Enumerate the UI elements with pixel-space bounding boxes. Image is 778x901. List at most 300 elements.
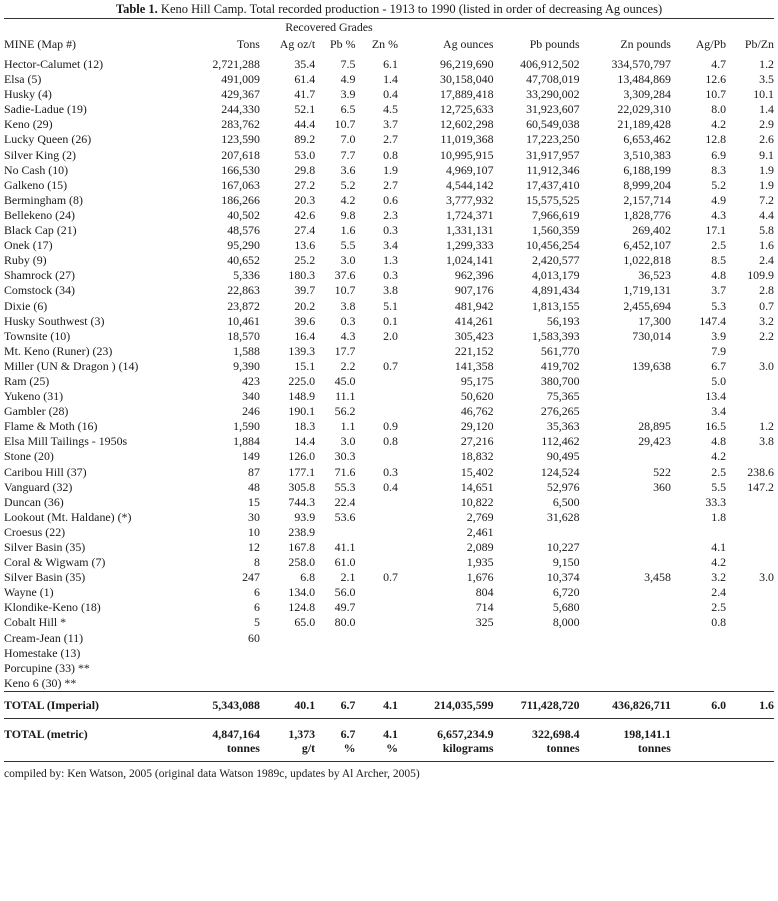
cell-zn-grade: 2.7 [383,132,398,147]
cell-ag-pb: 4.1 [711,540,727,554]
cell-tons: 207,618 [221,147,260,162]
cell-zn-grade: 0.1 [383,313,398,328]
table-row [4,615,774,630]
cell-tons: 48 [248,479,260,494]
cell-zn-pounds [580,615,671,630]
cell-ag-pb: 4.2 [711,555,727,570]
cell-pb-grade: 71.6 [334,464,356,479]
cell-zn-grade: 0.6 [383,192,398,207]
cell-pb-zn [726,374,774,389]
table-row [4,510,774,525]
total-metric-row [4,718,774,755]
cell-ag-grade: 167.8 [288,540,316,554]
cell-ag-pb: 2.5 [711,600,727,615]
cell-ag-pb: 17.1 [705,223,727,238]
table-row [4,178,774,193]
cell-zn-pounds [580,525,671,540]
cell-ag-grade [260,631,315,646]
cell-pb-pounds: 35,363 [546,419,580,434]
cell-ag-ounces: 3,777,932 [446,192,494,207]
cell-zn-grade: 0.7 [383,570,398,585]
cell-zn-grade [355,646,398,661]
cell-ag-ounces: 1,331,131 [446,223,494,238]
table-title [4,0,774,19]
cell-pb-zn [726,646,774,661]
cell-tons: 186,266 [221,192,260,207]
cell-zn-pounds: 6,653,462 [623,132,671,147]
cell-zn-grade: 2.0 [383,328,398,343]
total-metric-pb: 322,698.4 [532,726,580,741]
cell-ag-pb: 8.5 [711,253,727,268]
cell-pb-pounds: 31,628 [546,509,580,524]
cell-pb-zn: 2.9 [759,117,774,132]
cell-ag-grade: 16.4 [294,328,316,343]
cell-ag-grade: 53.0 [294,147,316,162]
column-header-row [4,35,774,57]
cell-pb-grade [315,525,355,540]
cell-pb-pounds: 10,374 [546,570,580,585]
cell-ag-ounces: 2,089 [466,540,494,554]
cell-zn-grade [355,525,398,540]
cell-zn-pounds [580,585,671,600]
cell-ag-pb: 3.4 [711,404,727,419]
cell-zn-grade: 6.1 [383,57,398,71]
cell-zn-grade: 1.4 [383,72,398,87]
col-mine: MINE (Map #) [4,37,76,51]
cell-pb-zn [726,449,774,464]
cell-pb-grade: 56.2 [334,404,356,419]
cell-pb-zn [726,600,774,615]
cell-ag-pb: 0.8 [711,615,727,630]
cell-pb-zn [726,510,774,525]
cell-ag-grade: 41.7 [294,87,316,102]
cell-pb-pounds: 31,923,607 [526,102,580,117]
cell-pb-grade: 37.6 [334,268,356,283]
table-row [4,661,774,676]
cell-tons: 87 [248,464,260,479]
cell-ag-grade: 148.9 [288,389,316,404]
cell-tons: 2,721,288 [212,57,260,71]
cell-tons: 60 [248,630,260,645]
cell-ag-grade: 93.9 [294,509,316,524]
cell-ag-pb: 4.9 [711,192,727,207]
cell-zn-grade: 2.7 [383,177,398,192]
cell-pb-grade: 3.6 [340,162,356,177]
cell-pb-grade: 45.0 [334,373,356,388]
cell-ag-pb: 4.2 [711,117,727,132]
table-row [4,465,774,480]
cell-pb-pounds: 6,720 [552,585,580,600]
cell-mine: Bellekeno (24) [4,207,75,222]
cell-tons: 123,590 [221,132,260,147]
cell-mine: Black Cap (21) [4,223,77,238]
cell-zn-pounds: 730,014 [632,328,671,343]
cell-zn-pounds: 3,309,284 [623,87,671,102]
cell-mine: Gambler (28) [4,404,69,419]
table-row [4,132,774,147]
cell-tons: 40,502 [227,207,260,222]
cell-ag-grade: 39.7 [294,283,316,298]
total-metric-zn-grade-unit: % [386,740,398,755]
table-row [4,374,774,389]
cell-mine: Townsite (10) [4,328,71,343]
cell-zn-grade [355,449,398,464]
col-ag-pb: Ag/Pb [695,37,727,51]
cell-pb-pounds: 10,227 [546,540,580,554]
cell-tons: 10,461 [227,313,260,328]
table-row [4,570,774,585]
cell-tons: 8 [253,555,260,570]
total-metric-ag: 6,657,234.9 [437,726,494,741]
cell-mine: Onek (17) [4,238,53,253]
cell-pb-zn [726,389,774,404]
table-row [4,434,774,449]
cell-zn-pounds [580,540,671,555]
cell-pb-grade: 4.2 [340,192,356,207]
cell-pb-pounds: 17,437,410 [526,177,580,192]
cell-zn-pounds: 522 [653,464,671,479]
cell-ag-ounces [398,676,494,692]
table-row [4,495,774,510]
cell-ag-grade [260,676,315,692]
cell-mine: Lucky Queen (26) [4,132,92,147]
cell-pb-pounds: 60,549,038 [526,117,580,132]
cell-ag-grade: 44.4 [294,117,316,132]
table-row [4,344,774,359]
cell-pb-zn [726,404,774,419]
total-metric-zn: 198,141.1 [623,726,671,741]
cell-mine: Cobalt Hill * [4,615,67,630]
total-imperial-ag-ounces: 214,035,599 [398,691,494,718]
cell-mine: Caribou Hill (37) [4,464,87,479]
recovered-grades-header: Recovered Grades [285,20,373,34]
cell-zn-pounds: 13,484,869 [617,72,671,87]
cell-pb-pounds: 6,500 [552,494,580,509]
total-imperial-pb-grade: 6.7 [315,691,355,718]
cell-zn-pounds: 1,719,131 [623,283,671,298]
table-row [4,329,774,344]
cell-pb-pounds: 75,365 [546,389,580,404]
total-imperial-pb-pounds: 711,428,720 [494,691,580,718]
cell-mine: Keno (29) [4,117,53,132]
production-table [4,19,774,755]
cell-ag-pb: 12.6 [705,72,727,87]
cell-zn-grade: 0.4 [383,479,398,494]
cell-tons: 6 [253,585,260,600]
cell-ag-pb [671,676,726,692]
cell-ag-ounces: 414,261 [454,313,494,328]
cell-zn-grade [355,676,398,692]
cell-ag-pb: 3.9 [711,328,727,343]
table-row [4,299,774,314]
cell-ag-pb: 13.4 [705,389,727,404]
cell-zn-grade: 0.4 [383,87,398,102]
cell-zn-pounds [580,676,671,692]
cell-ag-ounces: 481,942 [454,298,494,313]
cell-ag-ounces: 714 [475,600,494,615]
cell-mine: Stone (20) [4,449,54,464]
cell-zn-grade: 3.7 [383,117,398,132]
cell-pb-zn: 2.4 [759,253,774,268]
cell-zn-pounds: 2,455,694 [623,298,671,313]
cell-pb-grade: 61.0 [334,555,356,570]
group-header-row [4,19,774,35]
cell-zn-pounds [580,374,671,389]
cell-mine: Cream-Jean (11) [4,630,84,645]
cell-ag-pb: 33.3 [705,494,727,509]
cell-pb-grade: 4.9 [340,72,356,87]
table-row [4,163,774,178]
cell-ag-ounces: 17,889,418 [440,87,494,102]
cell-ag-grade: 180.3 [288,268,316,283]
cell-pb-zn: 0.7 [759,298,774,313]
total-metric-zn-grade: 4.1 [383,726,398,741]
cell-ag-ounces: 1,724,371 [446,207,494,222]
cell-tons [182,676,260,692]
cell-zn-grade: 4.5 [383,102,398,117]
cell-mine: Yukeno (31) [4,389,64,404]
cell-zn-grade: 5.1 [383,298,398,313]
cell-pb-zn: 1.6 [759,238,774,253]
cell-pb-grade: 9.8 [340,207,356,222]
table-row [4,676,774,692]
cell-pb-pounds: 561,770 [540,343,580,358]
table-row [4,223,774,238]
cell-pb-grade: 11.1 [335,389,356,404]
cell-zn-grade [355,495,398,510]
cell-pb-grade: 41.1 [334,540,356,554]
table-row [4,117,774,132]
cell-pb-pounds [494,661,580,676]
cell-ag-pb: 5.0 [711,373,727,388]
cell-pb-grade [315,646,355,661]
cell-ag-ounces: 46,762 [460,404,494,419]
cell-zn-grade: 0.8 [383,147,398,162]
cell-pb-grade: 7.7 [340,147,356,162]
cell-tons: 1,590 [233,419,260,434]
total-imperial-pb-zn: 1.6 [726,691,774,718]
cell-ag-ounces: 2,461 [466,524,494,539]
cell-ag-ounces [398,631,494,646]
cell-tons: 5,336 [233,268,260,283]
cell-tons: 23,872 [227,298,260,313]
cell-zn-grade: 0.9 [383,419,398,434]
table-row [4,585,774,600]
cell-ag-pb: 5.3 [711,298,727,313]
cell-tons: 246 [242,404,260,419]
cell-pb-pounds: 10,456,254 [526,238,580,253]
cell-pb-pounds: 5,680 [552,600,580,615]
cell-tons: 22,863 [227,283,260,298]
cell-tons: 10 [248,524,260,539]
cell-pb-zn [726,615,774,630]
cell-ag-grade: 52.1 [294,102,316,117]
cell-ag-pb: 4.8 [711,268,727,283]
cell-ag-ounces: 2,769 [466,509,494,524]
table-row [4,419,774,434]
cell-ag-pb: 8.0 [711,102,727,117]
cell-ag-pb: 5.2 [711,177,727,192]
total-metric-pb-grade: 6.7 [340,726,356,741]
cell-zn-pounds: 17,300 [638,313,671,328]
cell-mine: Silver Basin (35) [4,570,86,585]
cell-ag-ounces: 10,822 [460,494,494,509]
cell-ag-ounces: 14,651 [460,479,494,494]
cell-tons: 9,390 [233,358,260,373]
total-metric-label: TOTAL (metric) [4,718,182,755]
table-row [4,102,774,117]
cell-tons: 48,576 [227,223,260,238]
cell-ag-pb: 3.7 [711,283,727,298]
cell-pb-pounds: 9,150 [552,555,580,570]
cell-ag-grade: 39.6 [294,313,316,328]
cell-pb-pounds: 31,917,957 [526,147,580,162]
cell-pb-pounds: 90,495 [546,449,580,464]
cell-mine: Galkeno (15) [4,177,68,192]
col-pb-zn: Pb/Zn [744,37,774,51]
cell-ag-grade: 744.3 [288,494,316,509]
cell-ag-grade: 124.8 [288,600,316,615]
cell-mine: Ram (25) [4,373,50,388]
cell-pb-grade: 2.2 [340,358,356,373]
cell-ag-grade: 42.6 [294,207,316,222]
cell-zn-grade [355,540,398,555]
cell-mine: Bermingham (8) [4,192,83,207]
table-row [4,208,774,223]
cell-pb-pounds: 380,700 [540,373,580,388]
cell-zn-pounds: 6,452,107 [623,238,671,253]
table-row [4,449,774,464]
cell-mine: Ruby (9) [4,253,47,268]
table-row [4,359,774,374]
cell-mine: Porcupine (33) ** [4,660,90,675]
cell-mine: Husky (4) [4,87,52,102]
cell-tons: 149 [242,449,260,464]
cell-tons: 244,330 [221,102,260,117]
cell-zn-pounds [580,449,671,464]
cell-ag-ounces: 15,402 [460,464,494,479]
cell-mine: Elsa Mill Tailings - 1950s [4,434,128,449]
cell-ag-grade: 61.4 [294,72,316,87]
cell-tons: 30 [248,509,260,524]
cell-ag-ounces: 4,544,142 [446,177,494,192]
cell-pb-grade: 49.7 [334,600,356,615]
cell-pb-grade: 80.0 [334,615,356,630]
cell-pb-zn: 3.5 [759,72,774,87]
cell-ag-pb: 4.2 [711,449,727,464]
cell-zn-grade: 0.3 [383,268,398,283]
cell-ag-pb [671,646,726,661]
cell-pb-zn [726,555,774,570]
cell-ag-grade: 13.6 [294,238,316,253]
cell-zn-pounds [580,600,671,615]
cell-pb-grade: 4.3 [340,328,356,343]
cell-zn-pounds: 1,828,776 [623,207,671,222]
cell-zn-pounds [580,646,671,661]
cell-ag-pb: 12.8 [705,132,727,147]
cell-pb-grade: 3.0 [340,253,356,268]
cell-ag-grade: 177.1 [288,464,316,479]
cell-mine: Miller (UN & Dragon ) (14) [4,358,139,373]
cell-zn-grade: 3.4 [383,238,398,253]
col-pb-grade: Pb % [330,37,356,51]
table-row [4,646,774,661]
cell-pb-zn [726,525,774,540]
cell-pb-pounds: 4,013,179 [532,268,580,283]
total-imperial-label: TOTAL (Imperial) [4,691,182,718]
cell-pb-pounds: 2,420,577 [532,253,580,268]
total-metric-ag-grade-unit: g/t [301,740,316,755]
cell-pb-zn: 3.0 [759,570,774,585]
cell-ag-grade: 238.9 [288,524,316,539]
table-row [4,148,774,163]
cell-pb-pounds: 419,702 [540,358,580,373]
cell-zn-grade [355,631,398,646]
cell-ag-ounces: 10,995,915 [440,147,494,162]
cell-zn-grade: 0.3 [383,464,398,479]
cell-zn-grade [355,661,398,676]
cell-ag-grade: 27.2 [294,177,316,192]
cell-pb-grade: 6.5 [340,102,356,117]
cell-tons: 166,530 [221,162,260,177]
cell-ag-ounces: 325 [475,615,494,630]
cell-mine: Keno 6 (30) ** [4,675,77,690]
cell-pb-pounds: 17,223,250 [526,132,580,147]
cell-tons: 1,588 [233,343,260,358]
cell-pb-zn [726,540,774,555]
cell-zn-pounds: 29,423 [638,434,671,449]
col-pb-pounds: Pb pounds [529,37,580,51]
cell-mine: Duncan (36) [4,494,64,509]
total-imperial-zn-pounds: 436,826,711 [580,691,671,718]
cell-ag-pb: 4.7 [711,57,727,71]
cell-pb-pounds: 56,193 [546,313,580,328]
cell-tons: 429,367 [221,87,260,102]
totals-body [4,691,774,755]
cell-pb-grade: 10.7 [334,283,356,298]
cell-mine: Flame & Moth (16) [4,419,98,434]
cell-pb-zn [726,661,774,676]
cell-ag-ounces: 30,158,040 [440,72,494,87]
cell-pb-zn: 9.1 [759,147,774,162]
col-tons: Tons [236,37,260,51]
cell-pb-zn: 3.8 [759,434,774,449]
cell-zn-grade [355,344,398,359]
cell-tons: 95,290 [227,238,260,253]
total-imperial-zn-grade: 4.1 [355,691,398,718]
cell-pb-zn: 1.4 [759,102,774,117]
cell-ag-pb: 7.9 [711,343,727,358]
cell-pb-pounds: 124,524 [540,464,580,479]
cell-tons: 12 [248,540,260,554]
total-metric-ag-grade: 1,373 [288,726,316,741]
cell-ag-pb [671,631,726,646]
cell-pb-zn: 5.8 [759,223,774,238]
table-row [4,238,774,253]
cell-pb-grade: 1.6 [340,223,356,238]
cell-zn-pounds: 22,029,310 [617,102,671,117]
cell-zn-grade [355,374,398,389]
cell-pb-pounds: 11,912,346 [526,162,580,177]
cell-ag-pb: 8.3 [711,162,727,177]
cell-pb-pounds: 33,290,002 [526,87,580,102]
cell-zn-pounds: 269,402 [632,223,671,238]
cell-zn-pounds: 21,189,428 [617,117,671,132]
cell-pb-grade [315,661,355,676]
cell-ag-ounces: 27,216 [460,434,494,449]
cell-pb-pounds: 15,575,525 [526,192,580,207]
cell-pb-grade: 22.4 [334,494,356,509]
